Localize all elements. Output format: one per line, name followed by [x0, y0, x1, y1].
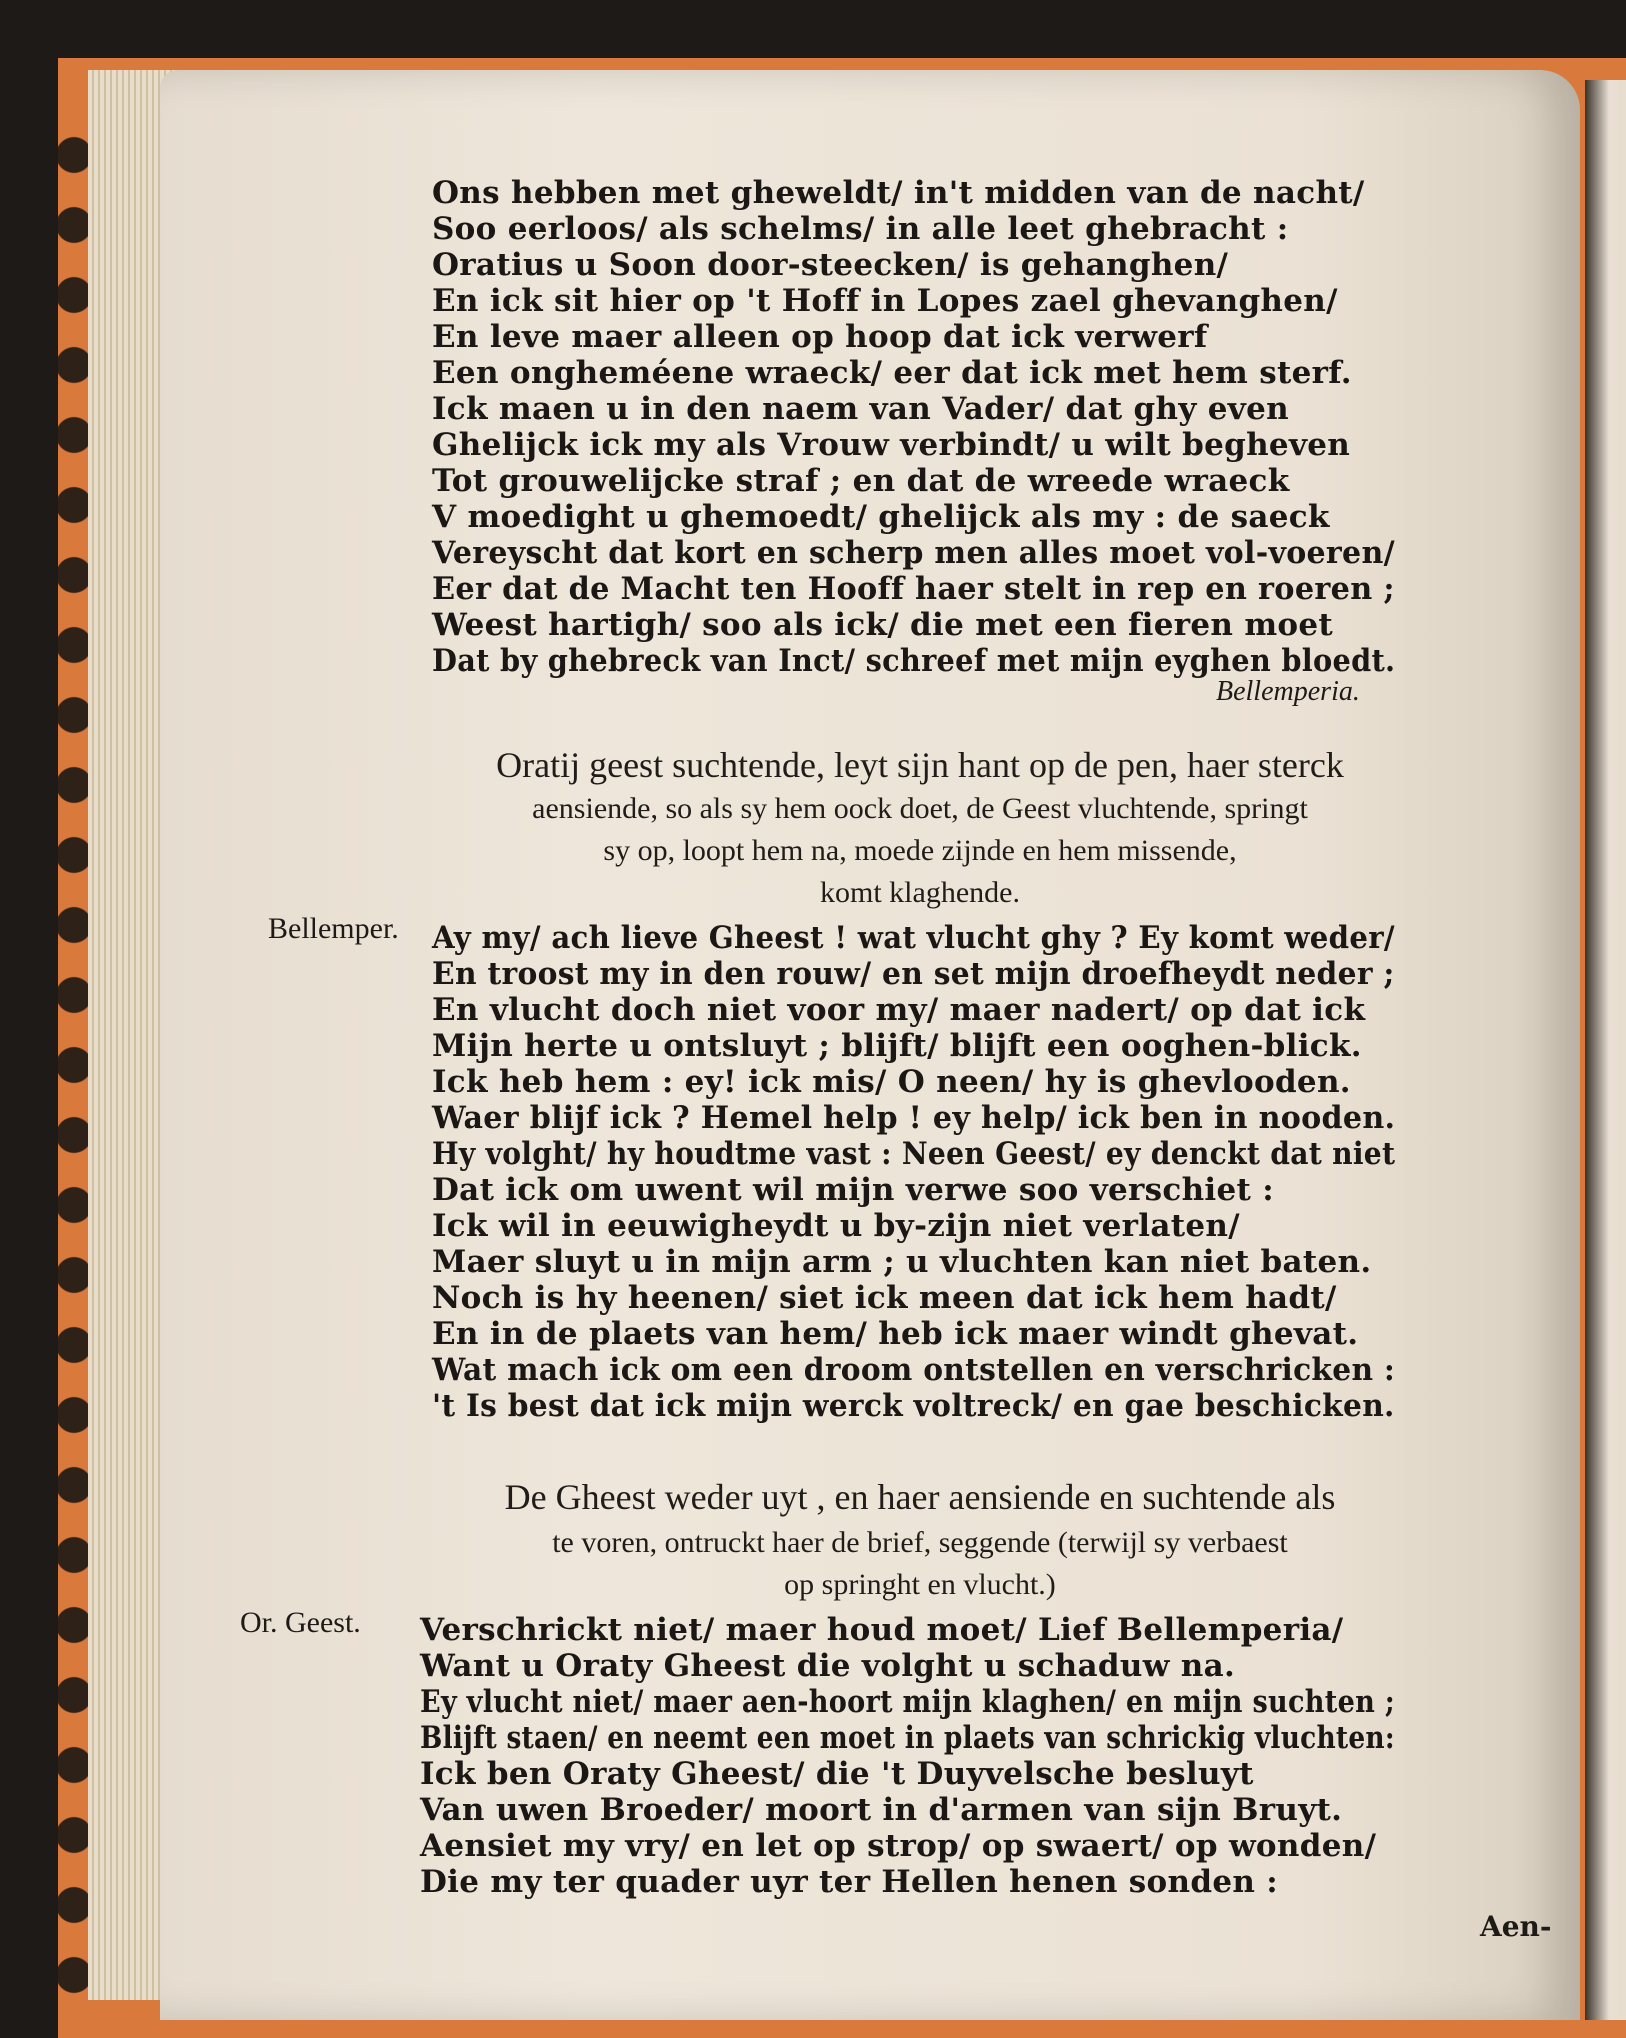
verse-line: Want u Oraty Gheest die volght u schaduw na. — [420, 1648, 1236, 1684]
facing-page-edge — [1585, 80, 1626, 2020]
verse-line: Verschrickt niet/ maer houd moet/ Lief Bellemperia/ — [420, 1612, 1344, 1648]
stage-direction-line: op springht en vlucht.) — [784, 1568, 1056, 1601]
verse-line: Hy volght/ hy houdtme vast : Neen Geest/ ey denckt dat niet — [432, 1136, 1396, 1172]
verse-line: Oratius u Soon door-steecken/ is gehanghen/ — [432, 247, 1229, 283]
verse-line: Ay my/ ach lieve Gheest ! wat vlucht ghy ? Ey komt weder/ — [432, 920, 1395, 956]
verse-line: En vlucht doch niet voor my/ maer nadert/ op dat ick — [432, 992, 1366, 1028]
verse-line: Wat mach ick om een droom ontstellen en verschricken : — [432, 1352, 1396, 1388]
verse-line: Maer sluyt u in mijn arm ; u vluchten kan niet baten. — [432, 1244, 1372, 1280]
verse-line: Noch is hy heenen/ siet ick meen dat ick hem hadt/ — [432, 1280, 1337, 1316]
verse-line: Een ongheméene wraeck/ eer dat ick met hem sterf. — [432, 355, 1352, 391]
stage-direction-line: Oratij geest suchtende, leyt sijn hant op de pen, haer sterck — [496, 745, 1344, 785]
verse-line: Ick maen u in den naem van Vader/ dat ghy even — [432, 391, 1289, 427]
verse-line: V moedight u ghemoedt/ ghelijck als my : de saeck — [432, 499, 1330, 535]
verse-line: Tot grouwelijcke straf ; en dat de wreede wraeck — [432, 463, 1290, 499]
verse-line: En leve maer alleen op hoop dat ick verwerf — [432, 319, 1208, 355]
verse-line: Vereyscht dat kort en scherp men alles moet vol-voeren/ — [432, 535, 1395, 571]
speaker-label: Bellemper. — [268, 912, 399, 945]
stage-direction-line: komt klaghende. — [820, 876, 1020, 909]
verse-line: Van uwen Broeder/ moort in d'armen van sijn Bruyt. — [420, 1792, 1343, 1828]
stage-direction-line: De Gheest weder uyt , en haer aensiende en suchtende als — [504, 1477, 1336, 1517]
verse-line: Ick wil in eeuwigheydt u by-zijn niet verlaten/ — [432, 1208, 1240, 1244]
verse-line: 't Is best dat ick mijn werck voltreck/ en gae beschicken. — [432, 1388, 1395, 1424]
verse-line: Ey vlucht niet/ maer aen-hoort mijn klaghen/ en mijn suchten ; — [420, 1684, 1396, 1720]
stage-direction-line: sy op, loopt hem na, moede zijnde en hem missende, — [603, 834, 1237, 867]
verse-line: Mijn herte u ontsluyt ; blijft/ blijft een ooghen-blick. — [432, 1028, 1362, 1064]
verse-line: Ghelijck ick my als Vrouw verbindt/ u wilt begheven — [432, 427, 1351, 463]
verse-line: Dat by ghebreck van Inct/ schreef met mijn eyghen bloedt. — [432, 643, 1396, 679]
verse-line: Weest hartigh/ soo als ick/ die met een fieren moet — [432, 607, 1334, 643]
verse-line: En ick sit hier op 't Hoff in Lopes zael ghevanghen/ — [432, 283, 1338, 319]
cover-pattern — [58, 120, 90, 2020]
verse-line: Soo eerloos/ als schelms/ in alle leet ghebracht : — [432, 211, 1289, 247]
verse-line: En in de plaets van hem/ heb ick maer windt ghevat. — [432, 1316, 1359, 1352]
speaker-label: Or. Geest. — [240, 1606, 361, 1639]
catchword: Aen- — [1480, 1910, 1552, 1943]
verse-line: Waer blijf ick ? Hemel help ! ey help/ ick ben in nooden. — [432, 1100, 1396, 1136]
verse-line: Eer dat de Macht ten Hooff haer stelt in rep en roeren ; — [432, 571, 1395, 607]
verse-line: Ick heb hem : ey! ick mis/ O neen/ hy is ghevlooden. — [432, 1064, 1351, 1100]
verse-line: Blijft staen/ en neemt een moet in plaets van schrickig vluchten: — [420, 1720, 1395, 1756]
verse-line: Dat ick om uwent wil mijn verwe soo verschiet : — [432, 1172, 1274, 1208]
verse-line: Ons hebben met gheweldt/ in't midden van de nacht/ — [432, 175, 1365, 211]
verse-line: Aensiet my vry/ en let op strop/ op swaert/ op wonden/ — [420, 1828, 1377, 1864]
verse-line: Ick ben Oraty Gheest/ die 't Duyvelsche besluyt — [420, 1756, 1254, 1792]
verse-line: En troost my in den rouw/ en set mijn droefheydt neder ; — [432, 956, 1395, 992]
verse-line: Die my ter quader uyr ter Hellen henen sonden : — [420, 1864, 1279, 1900]
stage-direction-line: aensiende, so als sy hem oock doet, de Geest vluchtende, springt — [532, 792, 1308, 825]
stage-direction-line: te voren, ontruckt haer de brief, seggende (terwijl sy verbaest — [552, 1526, 1288, 1559]
signature: Bellemperia. — [1216, 676, 1360, 707]
